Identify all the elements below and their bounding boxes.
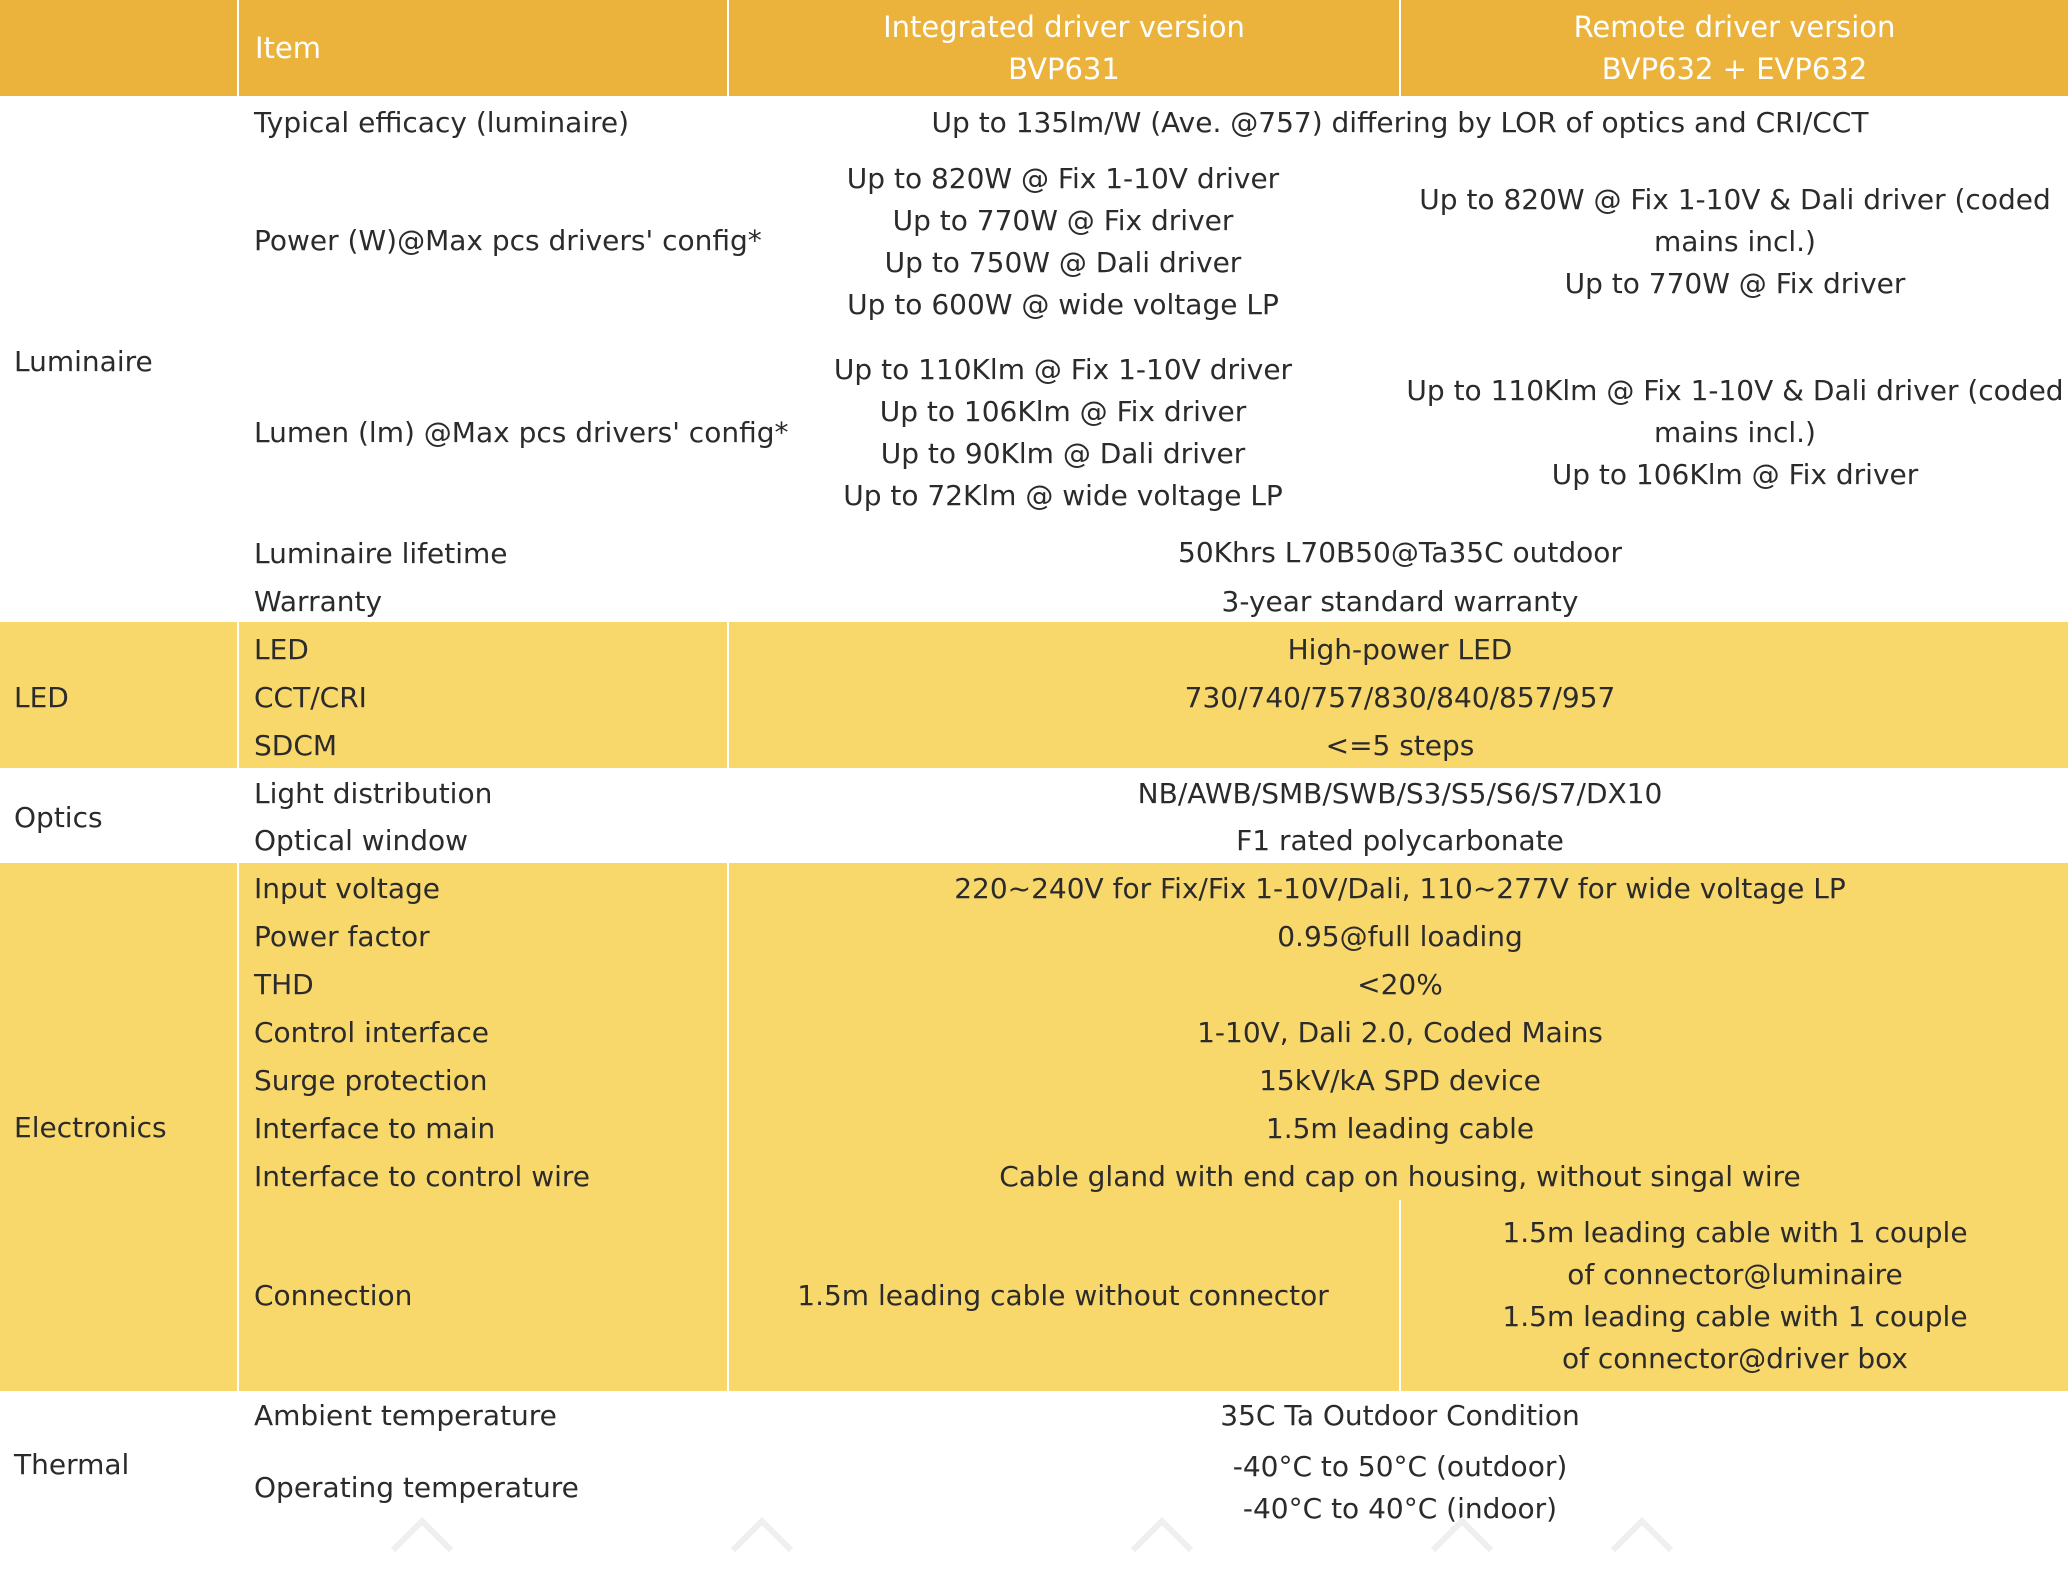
category-electronics: Electronics xyxy=(14,1111,167,1144)
value-lumen-remote xyxy=(1406,370,2063,496)
value-sdcm: <=5 steps xyxy=(1325,729,1475,762)
value-line: 1.5m leading cable with 1 couple xyxy=(1502,1216,1968,1249)
item-label: CCT/CRI xyxy=(254,681,367,714)
header-remote xyxy=(1401,0,2068,96)
table-header xyxy=(0,0,2068,96)
value-line: 1.5m leading cable with 1 couple xyxy=(1502,1300,1968,1333)
value-cct: 730/740/757/830/840/857/957 xyxy=(1184,681,1616,714)
value-led: High-power LED xyxy=(1287,633,1513,666)
value-main: 1.5m leading cable xyxy=(1265,1112,1535,1145)
value-line: Up to 820W @ Fix 1-10V & Dali driver (coded xyxy=(1419,183,2051,216)
value-line: Up to 820W @ Fix 1-10V driver xyxy=(846,162,1280,195)
value-line: Up to 770W @ Fix driver xyxy=(892,204,1234,237)
value-line: mains incl.) xyxy=(1654,225,1816,258)
value-warranty: 3-year standard warranty xyxy=(1221,585,1579,618)
value-power-integrated xyxy=(847,158,1279,326)
column-separator xyxy=(727,622,729,768)
value-window: F1 rated polycarbonate xyxy=(1236,824,1564,857)
value-connection-remote xyxy=(1502,1212,1967,1380)
header-separator xyxy=(237,0,239,96)
header-integrated-title: Integrated driver version xyxy=(883,10,1245,44)
header-item xyxy=(255,0,725,96)
category-thermal: Thermal xyxy=(14,1448,130,1481)
header-category xyxy=(0,0,237,96)
header-integrated-model: BVP631 xyxy=(1008,52,1120,86)
value-lumen-integrated xyxy=(834,349,1292,517)
item-label: THD xyxy=(254,968,314,1001)
value-wire: Cable gland with end cap on housing, without singal wire xyxy=(999,1160,1801,1193)
value-ambient: 35C Ta Outdoor Condition xyxy=(1220,1399,1580,1432)
header-remote-title: Remote driver version xyxy=(1573,10,1896,44)
item-label: Ambient temperature xyxy=(254,1399,557,1432)
value-line: Up to 106Klm @ Fix driver xyxy=(1551,458,1919,491)
value-lifetime: 50Khrs L70B50@Ta35C outdoor xyxy=(1178,536,1622,569)
value-line: of connector@luminaire xyxy=(1567,1258,1903,1291)
item-label: Power factor xyxy=(254,920,430,953)
value-line: Up to 106Klm @ Fix driver xyxy=(879,395,1247,428)
value-line: Up to 770W @ Fix driver xyxy=(1564,267,1906,300)
value-line: Up to 750W @ Dali driver xyxy=(884,246,1242,279)
value-connection-integrated: 1.5m leading cable without connector xyxy=(797,1279,1329,1312)
value-operating xyxy=(1233,1446,1568,1530)
value-distribution: NB/AWB/SMB/SWB/S3/S5/S6/S7/DX10 xyxy=(1137,777,1663,810)
value-power-remote xyxy=(1419,179,2050,305)
value-control: 1-10V, Dali 2.0, Coded Mains xyxy=(1197,1016,1603,1049)
item-label: Connection xyxy=(254,1279,413,1312)
value-line: -40°C to 40°C (indoor) xyxy=(1242,1492,1558,1525)
column-separator xyxy=(237,622,239,768)
category-luminaire: Luminaire xyxy=(14,345,153,378)
value-efficacy: Up to 135lm/W (Ave. @757) differing by LOR of optics and CRI/CCT xyxy=(931,106,1869,139)
item-label: Light distribution xyxy=(254,777,493,810)
value-thd: <20% xyxy=(1357,968,1443,1001)
header-separator xyxy=(1399,0,1401,96)
column-separator xyxy=(237,863,239,1391)
item-label: Control interface xyxy=(254,1016,489,1049)
item-label: Typical efficacy (luminaire) xyxy=(254,106,630,139)
item-label: Surge protection xyxy=(254,1064,488,1097)
item-label: Warranty xyxy=(254,585,383,618)
value-line: Up to 110Klm @ Fix 1-10V driver xyxy=(833,353,1293,386)
value-line: Up to 72Klm @ wide voltage LP xyxy=(843,479,1283,512)
item-label: LED xyxy=(254,633,309,666)
item-label: Input voltage xyxy=(254,872,441,905)
header-item-label: Item xyxy=(255,31,322,65)
item-label: Interface to main xyxy=(254,1112,496,1145)
column-separator xyxy=(1399,1200,1401,1391)
value-pf: 0.95@full loading xyxy=(1277,920,1523,953)
category-optics: Optics xyxy=(14,801,103,834)
value-line: Up to 90Klm @ Dali driver xyxy=(880,437,1246,470)
value-line: Up to 600W @ wide voltage LP xyxy=(847,288,1279,321)
item-label: SDCM xyxy=(254,729,338,762)
value-line: mains incl.) xyxy=(1654,416,1816,449)
item-label: Lumen (lm) @Max pcs drivers' config* xyxy=(254,416,789,449)
item-label: Luminaire lifetime xyxy=(254,537,508,570)
category-led: LED xyxy=(14,681,69,714)
header-integrated xyxy=(729,0,1399,96)
item-label: Operating temperature xyxy=(254,1471,579,1504)
value-line: of connector@driver box xyxy=(1561,1342,1909,1375)
item-label: Interface to control wire xyxy=(254,1160,591,1193)
item-label: Power (W)@Max pcs drivers' config* xyxy=(254,224,762,257)
value-surge: 15kV/kA SPD device xyxy=(1259,1064,1541,1097)
column-separator xyxy=(727,863,729,1391)
value-line: Up to 110Klm @ Fix 1-10V & Dali driver (coded xyxy=(1406,374,2064,407)
header-remote-model: BVP632 + EVP632 xyxy=(1601,52,1868,86)
header-separator xyxy=(727,0,729,96)
value-line: -40°C to 50°C (outdoor) xyxy=(1232,1450,1568,1483)
value-voltage: 220~240V for Fix/Fix 1-10V/Dali, 110~277V for wide voltage LP xyxy=(954,872,1846,905)
item-label: Optical window xyxy=(254,824,469,857)
